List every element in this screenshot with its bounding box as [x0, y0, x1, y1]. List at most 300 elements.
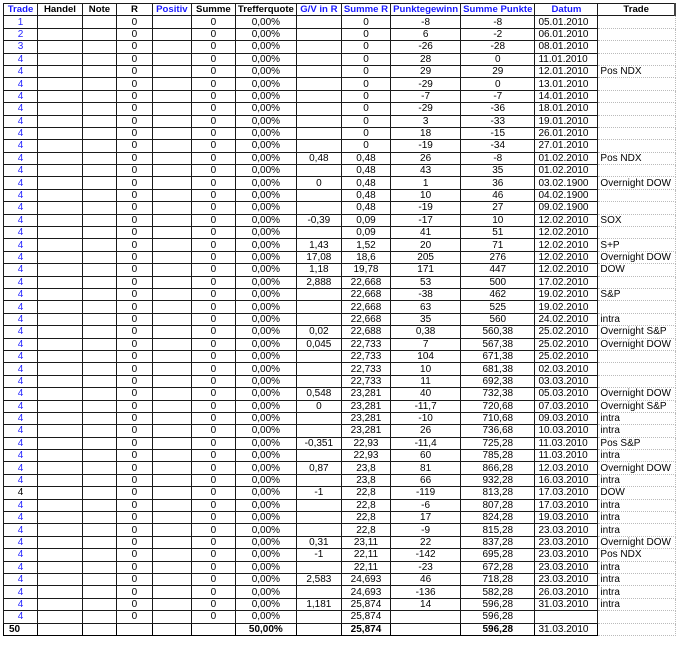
trefferquote-cell[interactable]: 0,00% [235, 487, 296, 499]
gv-in-r-cell[interactable] [296, 611, 341, 623]
trade-cell[interactable]: 4 [4, 437, 38, 449]
datum-cell[interactable]: 27.01.2010 [535, 140, 598, 152]
handel-cell[interactable] [37, 276, 82, 288]
handel-cell[interactable] [37, 338, 82, 350]
summe-punkte-cell[interactable]: 560 [461, 313, 535, 325]
summe-r-cell[interactable]: 23,8 [341, 462, 390, 474]
summe-r-cell[interactable]: 22,733 [341, 350, 390, 362]
punktegewinn-cell[interactable]: 22 [391, 536, 461, 548]
trade-cell[interactable]: 4 [4, 90, 38, 102]
trade-info-cell[interactable]: intra [598, 524, 675, 536]
positiv-cell[interactable] [152, 276, 191, 288]
trade-cell[interactable]: 4 [4, 512, 38, 524]
gv-in-r-cell[interactable] [296, 561, 341, 573]
gv-in-r-cell[interactable] [296, 288, 341, 300]
total-positiv-cell[interactable] [152, 623, 191, 635]
r-cell[interactable]: 0 [116, 586, 152, 598]
trade-cell[interactable]: 4 [4, 388, 38, 400]
column-header-summe-5[interactable]: Summe [191, 4, 235, 16]
summe-r-cell[interactable]: 0,48 [341, 189, 390, 201]
gv-in-r-cell[interactable] [296, 474, 341, 486]
trefferquote-cell[interactable]: 0,00% [235, 16, 296, 28]
note-cell[interactable] [82, 276, 116, 288]
summe-cell[interactable]: 0 [191, 437, 235, 449]
trade-cell[interactable]: 4 [4, 127, 38, 139]
trefferquote-cell[interactable]: 0,00% [235, 363, 296, 375]
positiv-cell[interactable] [152, 28, 191, 40]
trade-cell[interactable]: 4 [4, 276, 38, 288]
note-cell[interactable] [82, 115, 116, 127]
trefferquote-cell[interactable]: 0,00% [235, 350, 296, 362]
punktegewinn-cell[interactable]: 66 [391, 474, 461, 486]
summe-r-cell[interactable]: 0,09 [341, 214, 390, 226]
r-cell[interactable]: 0 [116, 227, 152, 239]
trade-info-cell[interactable] [598, 41, 675, 53]
datum-cell[interactable]: 25.02.2010 [535, 326, 598, 338]
r-cell[interactable]: 0 [116, 140, 152, 152]
summe-r-cell[interactable]: 22,733 [341, 375, 390, 387]
note-cell[interactable] [82, 189, 116, 201]
gv-in-r-cell[interactable]: 0,87 [296, 462, 341, 474]
r-cell[interactable]: 0 [116, 214, 152, 226]
note-cell[interactable] [82, 103, 116, 115]
summe-cell[interactable]: 0 [191, 78, 235, 90]
handel-cell[interactable] [37, 536, 82, 548]
handel-cell[interactable] [37, 350, 82, 362]
note-cell[interactable] [82, 350, 116, 362]
r-cell[interactable]: 0 [116, 425, 152, 437]
column-header-datum-11[interactable]: Datum [535, 4, 598, 16]
note-cell[interactable] [82, 65, 116, 77]
positiv-cell[interactable] [152, 16, 191, 28]
trefferquote-cell[interactable]: 0,00% [235, 214, 296, 226]
trade-info-cell[interactable]: Overnight DOW [598, 388, 675, 400]
trefferquote-cell[interactable]: 0,00% [235, 227, 296, 239]
r-cell[interactable]: 0 [116, 115, 152, 127]
gv-in-r-cell[interactable] [296, 450, 341, 462]
summe-punkte-cell[interactable]: 596,28 [461, 598, 535, 610]
r-cell[interactable]: 0 [116, 499, 152, 511]
trefferquote-cell[interactable]: 0,00% [235, 140, 296, 152]
trade-cell[interactable]: 4 [4, 214, 38, 226]
punktegewinn-cell[interactable]: -10 [391, 412, 461, 424]
trefferquote-cell[interactable]: 0,00% [235, 400, 296, 412]
handel-cell[interactable] [37, 499, 82, 511]
summe-punkte-cell[interactable]: 0 [461, 78, 535, 90]
datum-cell[interactable]: 11.03.2010 [535, 437, 598, 449]
summe-cell[interactable]: 0 [191, 363, 235, 375]
r-cell[interactable]: 0 [116, 177, 152, 189]
datum-cell[interactable]: 11.01.2010 [535, 53, 598, 65]
r-cell[interactable]: 0 [116, 189, 152, 201]
trefferquote-cell[interactable]: 0,00% [235, 90, 296, 102]
summe-punkte-cell[interactable]: 837,28 [461, 536, 535, 548]
gv-in-r-cell[interactable] [296, 16, 341, 28]
note-cell[interactable] [82, 375, 116, 387]
summe-r-cell[interactable]: 18,6 [341, 251, 390, 263]
r-cell[interactable]: 0 [116, 338, 152, 350]
trefferquote-cell[interactable]: 0,00% [235, 264, 296, 276]
note-cell[interactable] [82, 202, 116, 214]
note-cell[interactable] [82, 288, 116, 300]
note-cell[interactable] [82, 264, 116, 276]
summe-r-cell[interactable]: 25,874 [341, 611, 390, 623]
trefferquote-cell[interactable]: 0,00% [235, 338, 296, 350]
summe-punkte-cell[interactable]: -2 [461, 28, 535, 40]
column-header-trade-0[interactable]: Trade [4, 4, 38, 16]
r-cell[interactable]: 0 [116, 288, 152, 300]
handel-cell[interactable] [37, 375, 82, 387]
gv-in-r-cell[interactable] [296, 78, 341, 90]
datum-cell[interactable]: 12.01.2010 [535, 65, 598, 77]
trade-info-cell[interactable]: DOW [598, 487, 675, 499]
r-cell[interactable]: 0 [116, 276, 152, 288]
positiv-cell[interactable] [152, 425, 191, 437]
summe-punkte-cell[interactable]: 500 [461, 276, 535, 288]
handel-cell[interactable] [37, 462, 82, 474]
positiv-cell[interactable] [152, 239, 191, 251]
summe-cell[interactable]: 0 [191, 90, 235, 102]
positiv-cell[interactable] [152, 301, 191, 313]
trade-cell[interactable]: 4 [4, 350, 38, 362]
summe-punkte-cell[interactable]: 46 [461, 189, 535, 201]
r-cell[interactable]: 0 [116, 536, 152, 548]
summe-r-cell[interactable]: 0 [341, 103, 390, 115]
note-cell[interactable] [82, 239, 116, 251]
datum-cell[interactable]: 09.03.2010 [535, 412, 598, 424]
r-cell[interactable]: 0 [116, 512, 152, 524]
datum-cell[interactable]: 17.02.2010 [535, 276, 598, 288]
datum-cell[interactable]: 05.01.2010 [535, 16, 598, 28]
punktegewinn-cell[interactable]: 18 [391, 127, 461, 139]
positiv-cell[interactable] [152, 227, 191, 239]
punktegewinn-cell[interactable]: -7 [391, 90, 461, 102]
datum-cell[interactable]: 03.02.1900 [535, 177, 598, 189]
positiv-cell[interactable] [152, 412, 191, 424]
total-trefferquote-cell[interactable]: 50,00% [235, 623, 296, 635]
summe-punkte-cell[interactable]: 29 [461, 65, 535, 77]
gv-in-r-cell[interactable]: 2,583 [296, 573, 341, 585]
summe-r-cell[interactable]: 0 [341, 41, 390, 53]
trade-info-cell[interactable]: intra [598, 573, 675, 585]
trade-info-cell[interactable]: Pos S&P [598, 437, 675, 449]
summe-cell[interactable]: 0 [191, 28, 235, 40]
gv-in-r-cell[interactable]: -0,351 [296, 437, 341, 449]
summe-r-cell[interactable]: 22,668 [341, 276, 390, 288]
trade-cell[interactable]: 2 [4, 28, 38, 40]
gv-in-r-cell[interactable]: 0 [296, 177, 341, 189]
handel-cell[interactable] [37, 573, 82, 585]
summe-r-cell[interactable]: 0 [341, 78, 390, 90]
r-cell[interactable]: 0 [116, 487, 152, 499]
trefferquote-cell[interactable]: 0,00% [235, 549, 296, 561]
handel-cell[interactable] [37, 90, 82, 102]
trefferquote-cell[interactable]: 0,00% [235, 115, 296, 127]
column-header-punktegewinn-9[interactable]: Punktegewinn [391, 4, 461, 16]
note-cell[interactable] [82, 412, 116, 424]
punktegewinn-cell[interactable]: 46 [391, 573, 461, 585]
trade-cell[interactable]: 3 [4, 41, 38, 53]
r-cell[interactable]: 0 [116, 326, 152, 338]
trade-cell[interactable]: 4 [4, 202, 38, 214]
datum-cell[interactable]: 16.03.2010 [535, 474, 598, 486]
total-handel-cell[interactable] [37, 623, 82, 635]
gv-in-r-cell[interactable] [296, 65, 341, 77]
r-cell[interactable]: 0 [116, 462, 152, 474]
positiv-cell[interactable] [152, 611, 191, 623]
summe-r-cell[interactable]: 0 [341, 115, 390, 127]
trefferquote-cell[interactable]: 0,00% [235, 251, 296, 263]
handel-cell[interactable] [37, 28, 82, 40]
total-trade-info-cell[interactable] [598, 623, 675, 635]
r-cell[interactable]: 0 [116, 313, 152, 325]
summe-punkte-cell[interactable]: 276 [461, 251, 535, 263]
positiv-cell[interactable] [152, 437, 191, 449]
positiv-cell[interactable] [152, 115, 191, 127]
summe-cell[interactable]: 0 [191, 251, 235, 263]
summe-cell[interactable]: 0 [191, 536, 235, 548]
trefferquote-cell[interactable]: 0,00% [235, 412, 296, 424]
summe-r-cell[interactable]: 22,668 [341, 288, 390, 300]
note-cell[interactable] [82, 251, 116, 263]
r-cell[interactable]: 0 [116, 412, 152, 424]
trefferquote-cell[interactable]: 0,00% [235, 152, 296, 164]
datum-cell[interactable]: 01.02.2010 [535, 165, 598, 177]
positiv-cell[interactable] [152, 127, 191, 139]
punktegewinn-cell[interactable]: 43 [391, 165, 461, 177]
datum-cell[interactable]: 23.03.2010 [535, 573, 598, 585]
summe-r-cell[interactable]: 0,48 [341, 202, 390, 214]
trade-cell[interactable]: 4 [4, 65, 38, 77]
trefferquote-cell[interactable]: 0,00% [235, 524, 296, 536]
datum-cell[interactable] [535, 611, 598, 623]
positiv-cell[interactable] [152, 338, 191, 350]
trefferquote-cell[interactable]: 0,00% [235, 536, 296, 548]
trefferquote-cell[interactable]: 0,00% [235, 41, 296, 53]
summe-r-cell[interactable]: 23,281 [341, 388, 390, 400]
trade-cell[interactable]: 4 [4, 177, 38, 189]
trefferquote-cell[interactable]: 0,00% [235, 53, 296, 65]
punktegewinn-cell[interactable]: 7 [391, 338, 461, 350]
datum-cell[interactable]: 23.03.2010 [535, 536, 598, 548]
trade-info-cell[interactable]: Pos NDX [598, 65, 675, 77]
positiv-cell[interactable] [152, 65, 191, 77]
summe-cell[interactable]: 0 [191, 462, 235, 474]
gv-in-r-cell[interactable]: 1,43 [296, 239, 341, 251]
handel-cell[interactable] [37, 487, 82, 499]
trade-info-cell[interactable] [598, 28, 675, 40]
punktegewinn-cell[interactable] [391, 611, 461, 623]
gv-in-r-cell[interactable] [296, 227, 341, 239]
column-header-summe-r-8[interactable]: Summe R [341, 4, 390, 16]
gv-in-r-cell[interactable]: 0,48 [296, 152, 341, 164]
summe-punkte-cell[interactable]: 732,38 [461, 388, 535, 400]
summe-cell[interactable]: 0 [191, 487, 235, 499]
summe-cell[interactable]: 0 [191, 53, 235, 65]
r-cell[interactable]: 0 [116, 598, 152, 610]
trade-info-cell[interactable]: intra [598, 512, 675, 524]
summe-punkte-cell[interactable]: 567,38 [461, 338, 535, 350]
note-cell[interactable] [82, 437, 116, 449]
r-cell[interactable]: 0 [116, 573, 152, 585]
gv-in-r-cell[interactable]: -0,39 [296, 214, 341, 226]
punktegewinn-cell[interactable]: -29 [391, 103, 461, 115]
summe-cell[interactable]: 0 [191, 165, 235, 177]
summe-r-cell[interactable]: 22,733 [341, 338, 390, 350]
positiv-cell[interactable] [152, 90, 191, 102]
gv-in-r-cell[interactable]: 1,18 [296, 264, 341, 276]
note-cell[interactable] [82, 41, 116, 53]
positiv-cell[interactable] [152, 165, 191, 177]
trade-cell[interactable]: 4 [4, 598, 38, 610]
punktegewinn-cell[interactable]: 63 [391, 301, 461, 313]
punktegewinn-cell[interactable]: 26 [391, 425, 461, 437]
punktegewinn-cell[interactable]: 1 [391, 177, 461, 189]
summe-punkte-cell[interactable]: -7 [461, 90, 535, 102]
datum-cell[interactable]: 03.03.2010 [535, 375, 598, 387]
total-summe-punkte-cell[interactable]: 596,28 [461, 623, 535, 635]
summe-r-cell[interactable]: 22,11 [341, 561, 390, 573]
r-cell[interactable]: 0 [116, 524, 152, 536]
note-cell[interactable] [82, 227, 116, 239]
note-cell[interactable] [82, 53, 116, 65]
punktegewinn-cell[interactable]: 35 [391, 313, 461, 325]
punktegewinn-cell[interactable]: 6 [391, 28, 461, 40]
r-cell[interactable]: 0 [116, 28, 152, 40]
gv-in-r-cell[interactable] [296, 115, 341, 127]
positiv-cell[interactable] [152, 41, 191, 53]
column-header-trefferquote-6[interactable]: Trefferquote [235, 4, 296, 16]
trade-info-cell[interactable]: Overnight DOW [598, 251, 675, 263]
summe-r-cell[interactable]: 0 [341, 53, 390, 65]
datum-cell[interactable]: 07.03.2010 [535, 400, 598, 412]
note-cell[interactable] [82, 450, 116, 462]
punktegewinn-cell[interactable]: -11,7 [391, 400, 461, 412]
punktegewinn-cell[interactable]: 40 [391, 388, 461, 400]
note-cell[interactable] [82, 586, 116, 598]
summe-r-cell[interactable]: 0 [341, 65, 390, 77]
trade-info-cell[interactable]: Overnight S&P [598, 400, 675, 412]
punktegewinn-cell[interactable]: 205 [391, 251, 461, 263]
trade-info-cell[interactable] [598, 611, 675, 623]
punktegewinn-cell[interactable]: -142 [391, 549, 461, 561]
punktegewinn-cell[interactable]: -17 [391, 214, 461, 226]
summe-cell[interactable]: 0 [191, 16, 235, 28]
trefferquote-cell[interactable]: 0,00% [235, 388, 296, 400]
summe-cell[interactable]: 0 [191, 288, 235, 300]
trade-info-cell[interactable] [598, 189, 675, 201]
summe-r-cell[interactable]: 23,281 [341, 400, 390, 412]
trefferquote-cell[interactable]: 0,00% [235, 474, 296, 486]
positiv-cell[interactable] [152, 375, 191, 387]
summe-punkte-cell[interactable]: 672,28 [461, 561, 535, 573]
summe-punkte-cell[interactable]: -15 [461, 127, 535, 139]
summe-punkte-cell[interactable]: 35 [461, 165, 535, 177]
handel-cell[interactable] [37, 53, 82, 65]
summe-cell[interactable]: 0 [191, 412, 235, 424]
note-cell[interactable] [82, 301, 116, 313]
trefferquote-cell[interactable]: 0,00% [235, 313, 296, 325]
punktegewinn-cell[interactable]: -9 [391, 524, 461, 536]
handel-cell[interactable] [37, 202, 82, 214]
handel-cell[interactable] [37, 301, 82, 313]
total-summe-r-cell[interactable]: 25,874 [341, 623, 390, 635]
r-cell[interactable]: 0 [116, 90, 152, 102]
gv-in-r-cell[interactable]: 0,548 [296, 388, 341, 400]
trefferquote-cell[interactable]: 0,00% [235, 512, 296, 524]
gv-in-r-cell[interactable] [296, 313, 341, 325]
summe-r-cell[interactable]: 19,78 [341, 264, 390, 276]
datum-cell[interactable]: 24.02.2010 [535, 313, 598, 325]
trade-cell[interactable]: 4 [4, 301, 38, 313]
gv-in-r-cell[interactable]: 1,181 [296, 598, 341, 610]
note-cell[interactable] [82, 536, 116, 548]
punktegewinn-cell[interactable]: 10 [391, 189, 461, 201]
note-cell[interactable] [82, 140, 116, 152]
summe-r-cell[interactable]: 22,93 [341, 437, 390, 449]
column-header-note-2[interactable]: Note [82, 4, 116, 16]
trefferquote-cell[interactable]: 0,00% [235, 499, 296, 511]
total-note-cell[interactable] [82, 623, 116, 635]
datum-cell[interactable]: 10.03.2010 [535, 425, 598, 437]
trefferquote-cell[interactable]: 0,00% [235, 301, 296, 313]
summe-cell[interactable]: 0 [191, 388, 235, 400]
datum-cell[interactable]: 12.02.2010 [535, 239, 598, 251]
trefferquote-cell[interactable]: 0,00% [235, 450, 296, 462]
summe-punkte-cell[interactable]: -8 [461, 16, 535, 28]
summe-cell[interactable]: 0 [191, 524, 235, 536]
positiv-cell[interactable] [152, 450, 191, 462]
punktegewinn-cell[interactable]: 10 [391, 363, 461, 375]
handel-cell[interactable] [37, 400, 82, 412]
summe-cell[interactable]: 0 [191, 65, 235, 77]
punktegewinn-cell[interactable]: -38 [391, 288, 461, 300]
datum-cell[interactable]: 04.02.1900 [535, 189, 598, 201]
summe-r-cell[interactable]: 22,668 [341, 301, 390, 313]
summe-r-cell[interactable]: 0 [341, 28, 390, 40]
punktegewinn-cell[interactable]: -23 [391, 561, 461, 573]
datum-cell[interactable]: 17.03.2010 [535, 487, 598, 499]
trefferquote-cell[interactable]: 0,00% [235, 28, 296, 40]
trade-cell[interactable]: 4 [4, 586, 38, 598]
trefferquote-cell[interactable]: 0,00% [235, 177, 296, 189]
positiv-cell[interactable] [152, 202, 191, 214]
trade-cell[interactable]: 4 [4, 78, 38, 90]
trade-cell[interactable]: 4 [4, 264, 38, 276]
note-cell[interactable] [82, 462, 116, 474]
note-cell[interactable] [82, 363, 116, 375]
positiv-cell[interactable] [152, 499, 191, 511]
trade-info-cell[interactable] [598, 16, 675, 28]
trade-info-cell[interactable] [598, 78, 675, 90]
note-cell[interactable] [82, 313, 116, 325]
positiv-cell[interactable] [152, 536, 191, 548]
summe-cell[interactable]: 0 [191, 425, 235, 437]
summe-punkte-cell[interactable]: 824,28 [461, 512, 535, 524]
summe-punkte-cell[interactable]: 718,28 [461, 573, 535, 585]
datum-cell[interactable]: 26.01.2010 [535, 127, 598, 139]
summe-r-cell[interactable]: 0,48 [341, 165, 390, 177]
trade-info-cell[interactable] [598, 301, 675, 313]
handel-cell[interactable] [37, 127, 82, 139]
datum-cell[interactable]: 25.02.2010 [535, 350, 598, 362]
summe-punkte-cell[interactable]: 866,28 [461, 462, 535, 474]
punktegewinn-cell[interactable]: -19 [391, 202, 461, 214]
note-cell[interactable] [82, 561, 116, 573]
gv-in-r-cell[interactable] [296, 350, 341, 362]
note-cell[interactable] [82, 573, 116, 585]
datum-cell[interactable]: 19.02.2010 [535, 301, 598, 313]
